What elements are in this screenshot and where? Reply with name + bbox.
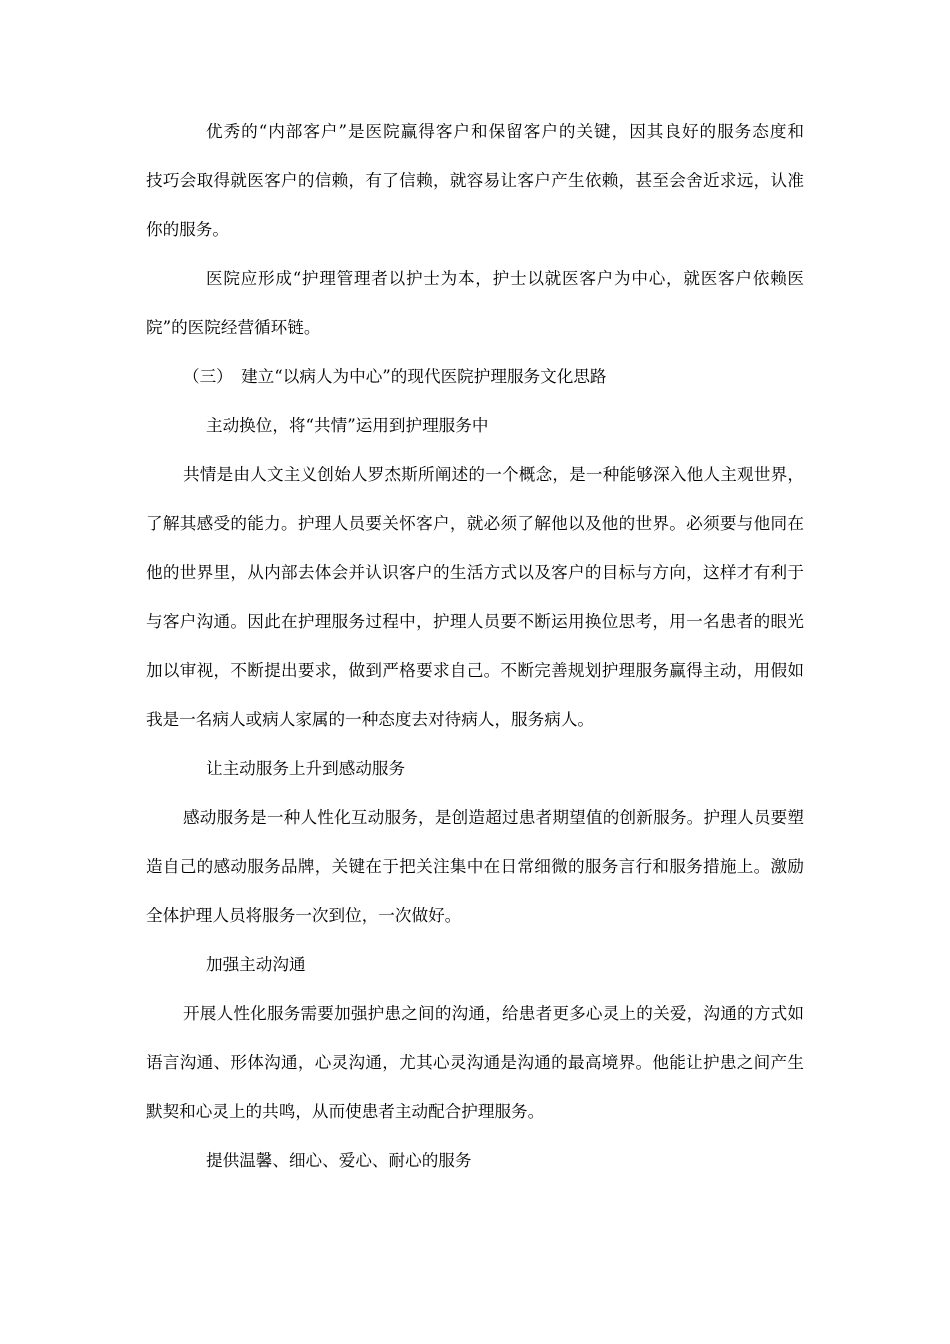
text-line: 主动换位，将“共情”运用到护理服务中 — [206, 416, 489, 435]
text-line: 开展人性化服务需要加强护患之间的沟通，给患者更多心灵上的关爱，沟通的方式如 — [183, 1004, 804, 1023]
text-line: 了解其感受的能力。护理人员要关怀客户，就必须了解他以及他的世界。必须要与他同在 — [146, 514, 804, 533]
text-line: 院”的医院经营循环链。 — [146, 318, 321, 337]
text-line: 造自己的感动服务品牌，关键在于把关注集中在日常细微的服务言行和服务措施上。激励 — [146, 857, 804, 876]
text-line: 感动服务是一种人性化互动服务，是创造超过患者期望值的创新服务。护理人员要塑 — [183, 808, 804, 827]
text-line: 提供温馨、细心、爱心、耐心的服务 — [206, 1151, 472, 1170]
text-line: 与客户沟通。因此在护理服务过程中，护理人员要不断运用换位思考，用一名患者的眼光 — [146, 612, 804, 631]
text-line: 共情是由人文主义创始人罗杰斯所阐述的一个概念，是一种能够深入他人主观世界， — [183, 465, 804, 484]
text-line: 医院应形成“护理管理者以护士为本，护士以就医客户为中心，就医客户依赖医 — [206, 269, 804, 288]
text-line: 我是一名病人或病人家属的一种态度去对待病人，服务病人。 — [146, 710, 595, 729]
text-line: 默契和心灵上的共鸣，从而使患者主动配合护理服务。 — [146, 1102, 545, 1121]
text-line: （三） 建立“以病人为中心”的现代医院护理服务文化思路 — [183, 367, 607, 386]
text-line: 优秀的“内部客户”是医院赢得客户和保留客户的关键，因其良好的服务态度和 — [206, 122, 804, 141]
text-line: 他的世界里，从内部去体会并认识客户的生活方式以及客户的目标与方向，这样才有利于 — [146, 563, 804, 582]
text-line: 技巧会取得就医客户的信赖，有了信赖，就容易让客户产生依赖，甚至会舍近求远，认准 — [146, 171, 804, 190]
text-line: 加以审视，不断提出要求，做到严格要求自己。不断完善规划护理服务赢得主动，用假如 — [146, 661, 804, 680]
text-line: 让主动服务上升到感动服务 — [206, 759, 406, 778]
text-line: 你的服务。 — [146, 220, 229, 239]
text-line: 语言沟通、形体沟通，心灵沟通，尤其心灵沟通是沟通的最高境界。他能让护患之间产生 — [146, 1053, 804, 1072]
text-line: 全体护理人员将服务一次到位，一次做好。 — [146, 906, 462, 925]
text-line: 加强主动沟通 — [206, 955, 306, 974]
